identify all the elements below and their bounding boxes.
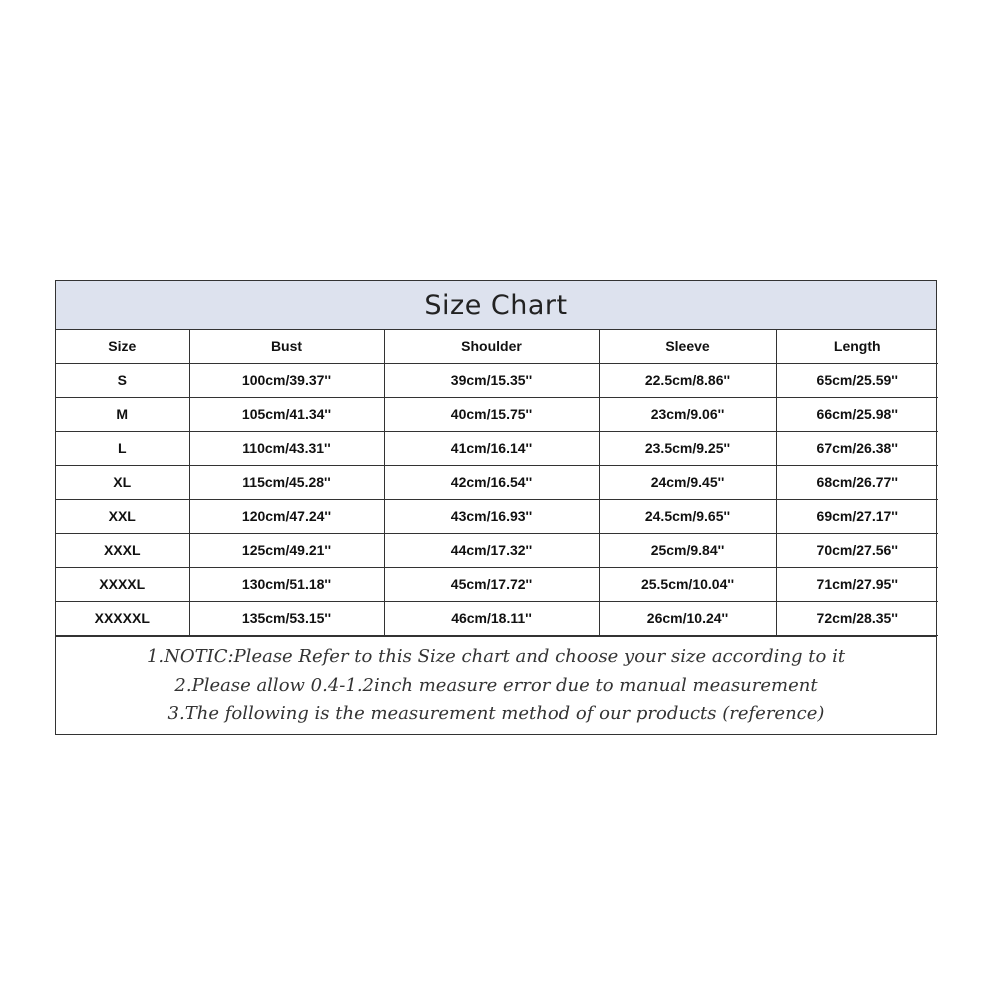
note-line: 1.NOTIC:Please Refer to this Size chart and choose your size according to it bbox=[146, 646, 846, 668]
sleeve-cell: 24cm/9.45'' bbox=[599, 465, 776, 499]
chart-title: Size Chart bbox=[56, 281, 936, 330]
shoulder-cell: 40cm/15.75'' bbox=[384, 397, 599, 431]
notes-section bbox=[56, 636, 936, 734]
length-cell: 69cm/27.17'' bbox=[776, 499, 938, 533]
bust-cell: 100cm/39.37'' bbox=[189, 363, 384, 397]
table-row bbox=[56, 601, 938, 635]
column-header-bust: Bust bbox=[189, 330, 384, 363]
table-header-row bbox=[56, 330, 938, 363]
shoulder-cell: 41cm/16.14'' bbox=[384, 431, 599, 465]
sleeve-cell: 23cm/9.06'' bbox=[599, 397, 776, 431]
sleeve-cell: 25cm/9.84'' bbox=[599, 533, 776, 567]
table-row bbox=[56, 397, 938, 431]
sleeve-cell: 23.5cm/9.25'' bbox=[599, 431, 776, 465]
size-cell: XXXXXL bbox=[56, 601, 189, 635]
length-cell: 67cm/26.38'' bbox=[776, 431, 938, 465]
table-row bbox=[56, 499, 938, 533]
table-row bbox=[56, 431, 938, 465]
sleeve-cell: 26cm/10.24'' bbox=[599, 601, 776, 635]
bust-cell: 120cm/47.24'' bbox=[189, 499, 384, 533]
column-header-size: Size bbox=[56, 330, 189, 363]
column-header-shoulder: Shoulder bbox=[384, 330, 599, 363]
table-row bbox=[56, 533, 938, 567]
sleeve-cell: 25.5cm/10.04'' bbox=[599, 567, 776, 601]
table-row bbox=[56, 363, 938, 397]
bust-cell: 105cm/41.34'' bbox=[189, 397, 384, 431]
size-cell: XXXXL bbox=[56, 567, 189, 601]
shoulder-cell: 46cm/18.11'' bbox=[384, 601, 599, 635]
size-cell: L bbox=[56, 431, 189, 465]
sleeve-cell: 24.5cm/9.65'' bbox=[599, 499, 776, 533]
size-chart bbox=[55, 280, 937, 735]
table-row bbox=[56, 567, 938, 601]
bust-cell: 135cm/53.15'' bbox=[189, 601, 384, 635]
shoulder-cell: 39cm/15.35'' bbox=[384, 363, 599, 397]
length-cell: 70cm/27.56'' bbox=[776, 533, 938, 567]
length-cell: 66cm/25.98'' bbox=[776, 397, 938, 431]
length-cell: 71cm/27.95'' bbox=[776, 567, 938, 601]
length-cell: 72cm/28.35'' bbox=[776, 601, 938, 635]
size-cell: XXXL bbox=[56, 533, 189, 567]
length-cell: 68cm/26.77'' bbox=[776, 465, 938, 499]
bust-cell: 130cm/51.18'' bbox=[189, 567, 384, 601]
note-line: 3.The following is the measurement method of our products (reference) bbox=[167, 703, 825, 725]
size-cell: S bbox=[56, 363, 189, 397]
column-header-length: Length bbox=[776, 330, 938, 363]
table-row bbox=[56, 465, 938, 499]
note-line: 2.Please allow 0.4-1.2inch measure error due to manual measurement bbox=[174, 674, 818, 696]
shoulder-cell: 42cm/16.54'' bbox=[384, 465, 599, 499]
column-header-sleeve: Sleeve bbox=[599, 330, 776, 363]
shoulder-cell: 44cm/17.32'' bbox=[384, 533, 599, 567]
size-cell: M bbox=[56, 397, 189, 431]
size-table bbox=[56, 330, 938, 636]
bust-cell: 110cm/43.31'' bbox=[189, 431, 384, 465]
length-cell: 65cm/25.59'' bbox=[776, 363, 938, 397]
shoulder-cell: 45cm/17.72'' bbox=[384, 567, 599, 601]
size-cell: XXL bbox=[56, 499, 189, 533]
bust-cell: 125cm/49.21'' bbox=[189, 533, 384, 567]
shoulder-cell: 43cm/16.93'' bbox=[384, 499, 599, 533]
sleeve-cell: 22.5cm/8.86'' bbox=[599, 363, 776, 397]
size-cell: XL bbox=[56, 465, 189, 499]
bust-cell: 115cm/45.28'' bbox=[189, 465, 384, 499]
